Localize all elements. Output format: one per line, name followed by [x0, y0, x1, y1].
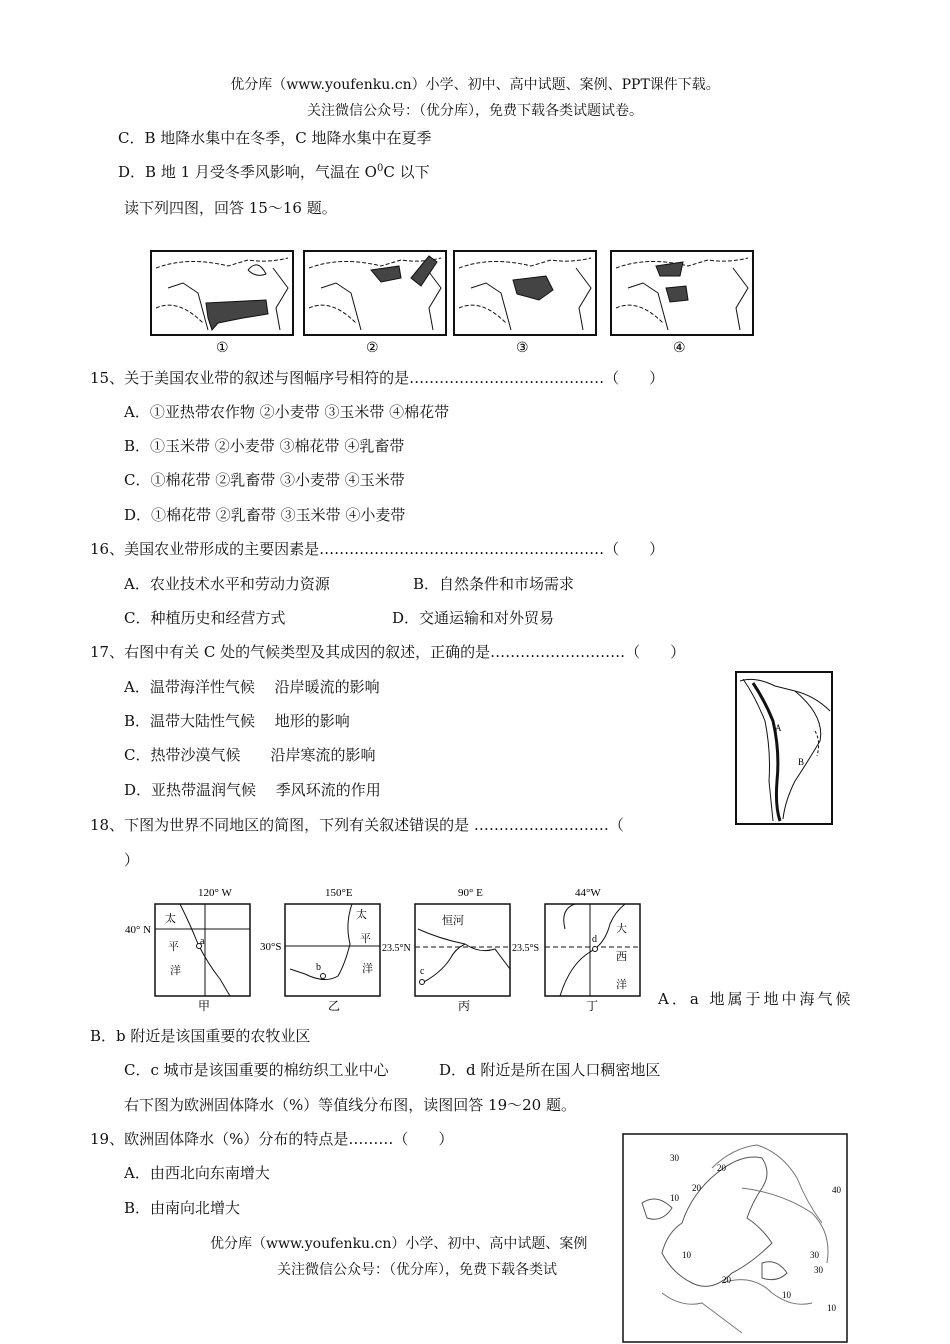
yi-caption: 乙 [328, 999, 341, 1013]
q18-option-d: D．d 附近是所在国人口稠密地区 [439, 1061, 661, 1079]
q18-option-c: C．c 城市是该国重要的棉纺织工业中心 [124, 1061, 389, 1079]
q19-option-a: A．由西北向东南增大 [124, 1164, 270, 1182]
q15-option-a: A．①亚热带农作物 ②小麦带 ③玉米带 ④棉花带 [124, 403, 450, 421]
yi-lat: 30°S [260, 941, 282, 953]
region-map-ding [512, 887, 640, 1013]
q17-option-a: A．温带海洋性气候 沿岸暖流的影响 [124, 678, 380, 696]
intro-15-16: 读下列四图，回答 15～16 题。 [124, 199, 337, 217]
q15-option-c: C．①棉花带 ②乳畜带 ③小麦带 ④玉米带 [124, 471, 405, 489]
ding-lon: 44°W [575, 887, 601, 899]
yi-ocean-2: 平 [360, 933, 371, 945]
region-map-yi [260, 887, 380, 1013]
watermark-header-line1: 优分库（www.youfenku.cn）小学、初中、高中试题、案例、PPT课件下载。 [230, 77, 720, 93]
region-map-jia [125, 887, 250, 1013]
usa-map-1 [151, 251, 293, 335]
q18-option-b: B．b 附近是该国重要的农牧业区 [90, 1027, 311, 1045]
q16-option-d: D．交通运输和对外贸易 [392, 609, 555, 627]
eu-label-9: 10 [782, 1290, 791, 1300]
usa-map-label-4: ④ [673, 341, 686, 356]
ding-ocean-3: 洋 [616, 979, 627, 991]
q15-option-d: D．①棉花带 ②乳畜带 ③玉米带 ④小麦带 [124, 506, 406, 524]
q16-option-b: B．自然条件和市场需求 [413, 575, 575, 593]
watermark-header-line2: 关注微信公众号：（优分库），免费下载各类试题试卷。 [307, 103, 643, 119]
usa-map-label-3: ③ [516, 341, 529, 356]
degree-sup: 0 [376, 163, 384, 174]
eu-label-11: 10 [827, 1303, 836, 1313]
prev-option-d-unit: C 以下 [383, 163, 430, 181]
jia-point: a [200, 936, 205, 947]
ding-caption: 丁 [586, 999, 599, 1013]
q17-option-d: D．亚热带温润气候 季风环流的作用 [124, 781, 381, 799]
world-region-maps [120, 884, 650, 1014]
usa-map-label-1: ① [216, 341, 229, 356]
ding-ocean-2: 西 [616, 951, 627, 963]
usa-map-3 [454, 251, 596, 335]
ding-ocean-1: 大 [616, 923, 627, 935]
yi-ocean-1: 太 [356, 909, 367, 921]
usa-agri-maps [148, 248, 763, 358]
yi-ocean-3: 洋 [362, 963, 373, 975]
bing-lat: 23.5°N [382, 943, 411, 954]
region-map-bing [382, 887, 510, 1013]
sa-label-a: A [775, 723, 782, 733]
q17-option-c: C．热带沙漠气候 沿岸寒流的影响 [124, 746, 376, 764]
bing-river: 恒河 [442, 915, 464, 927]
eu-label-10: 30 [814, 1265, 823, 1275]
bing-caption: 丙 [458, 999, 471, 1013]
prev-option-d-text: D．B 地 1 月受冬季风影响，气温在 O [118, 163, 377, 181]
intro-19-20: 右下图为欧洲固体降水（%）等值线分布图，读图回答 19～20 题。 [124, 1096, 576, 1114]
usa-map-2 [304, 251, 446, 335]
ding-lat: 23.5°S [512, 943, 540, 954]
eu-label-6: 30 [810, 1250, 819, 1260]
q17-stem: 17、右图中有关 C 处的气候类型及其成因的叙述，正确的是………………………（ ） [90, 643, 686, 661]
eu-label-2: 40 [832, 1185, 841, 1195]
q18-stem: 18、下图为世界不同地区的简图，下列有关叙述错误的是 ………………………（ [90, 816, 624, 834]
watermark-footer-line1: 优分库（www.youfenku.cn）小学、初中、高中试题、案例 [210, 1236, 588, 1252]
eu-label-5: 20 [692, 1183, 701, 1193]
jia-ocean-3: 洋 [170, 965, 181, 977]
q18-stem-cont: ） [124, 851, 140, 869]
q16-option-c: C．种植历史和经营方式 [124, 609, 286, 627]
yi-point: b [316, 962, 321, 973]
usa-map-label-2: ② [366, 341, 379, 356]
eu-label-4: 20 [717, 1163, 726, 1173]
q19-option-b: B．由南向北增大 [124, 1199, 241, 1217]
jia-ocean-2: 平 [168, 941, 179, 953]
prev-option-c: C．B 地降水集中在冬季，C 地降水集中在夏季 [118, 129, 432, 147]
jia-ocean-1: 太 [165, 913, 176, 925]
q15-option-b: B．①玉米带 ②小麦带 ③棉花带 ④乳畜带 [124, 437, 405, 455]
jia-lon: 120° W [198, 887, 232, 899]
q17-option-b: B．温带大陆性气候 地形的影响 [124, 712, 350, 730]
q15-stem: 15、关于美国农业带的叙述与图幅序号相符的是…………………………………（ ） [90, 369, 665, 387]
south-america-map [735, 671, 833, 826]
ding-point: d [592, 934, 597, 945]
bing-point: c [420, 966, 425, 977]
watermark-footer-line2: 关注微信公众号：（优分库），免费下载各类试 [277, 1262, 557, 1278]
europe-snow-map [622, 1133, 848, 1344]
eu-label-7: 10 [682, 1250, 691, 1260]
q19-stem: 19、欧洲固体降水（%）分布的特点是………（ ） [90, 1130, 454, 1148]
prev-option-d [118, 161, 430, 182]
q16-stem: 16、美国农业带形成的主要因素是…………………………………………………（ ） [90, 540, 665, 558]
usa-map-4 [611, 251, 753, 335]
jia-lat: 40° N [125, 924, 152, 936]
eu-label-1: 30 [670, 1153, 679, 1163]
eu-label-3: 10 [670, 1193, 679, 1203]
eu-label-8: 20 [722, 1275, 731, 1285]
bing-lon: 90° E [458, 887, 483, 899]
q18-option-a: A．a 地属于地中海气候 [658, 990, 854, 1008]
q16-option-a: A．农业技术水平和劳动力资源 [124, 575, 330, 593]
jia-caption: 甲 [198, 999, 211, 1013]
yi-lon: 150°E [325, 887, 353, 899]
sa-label-b: B [798, 757, 805, 767]
